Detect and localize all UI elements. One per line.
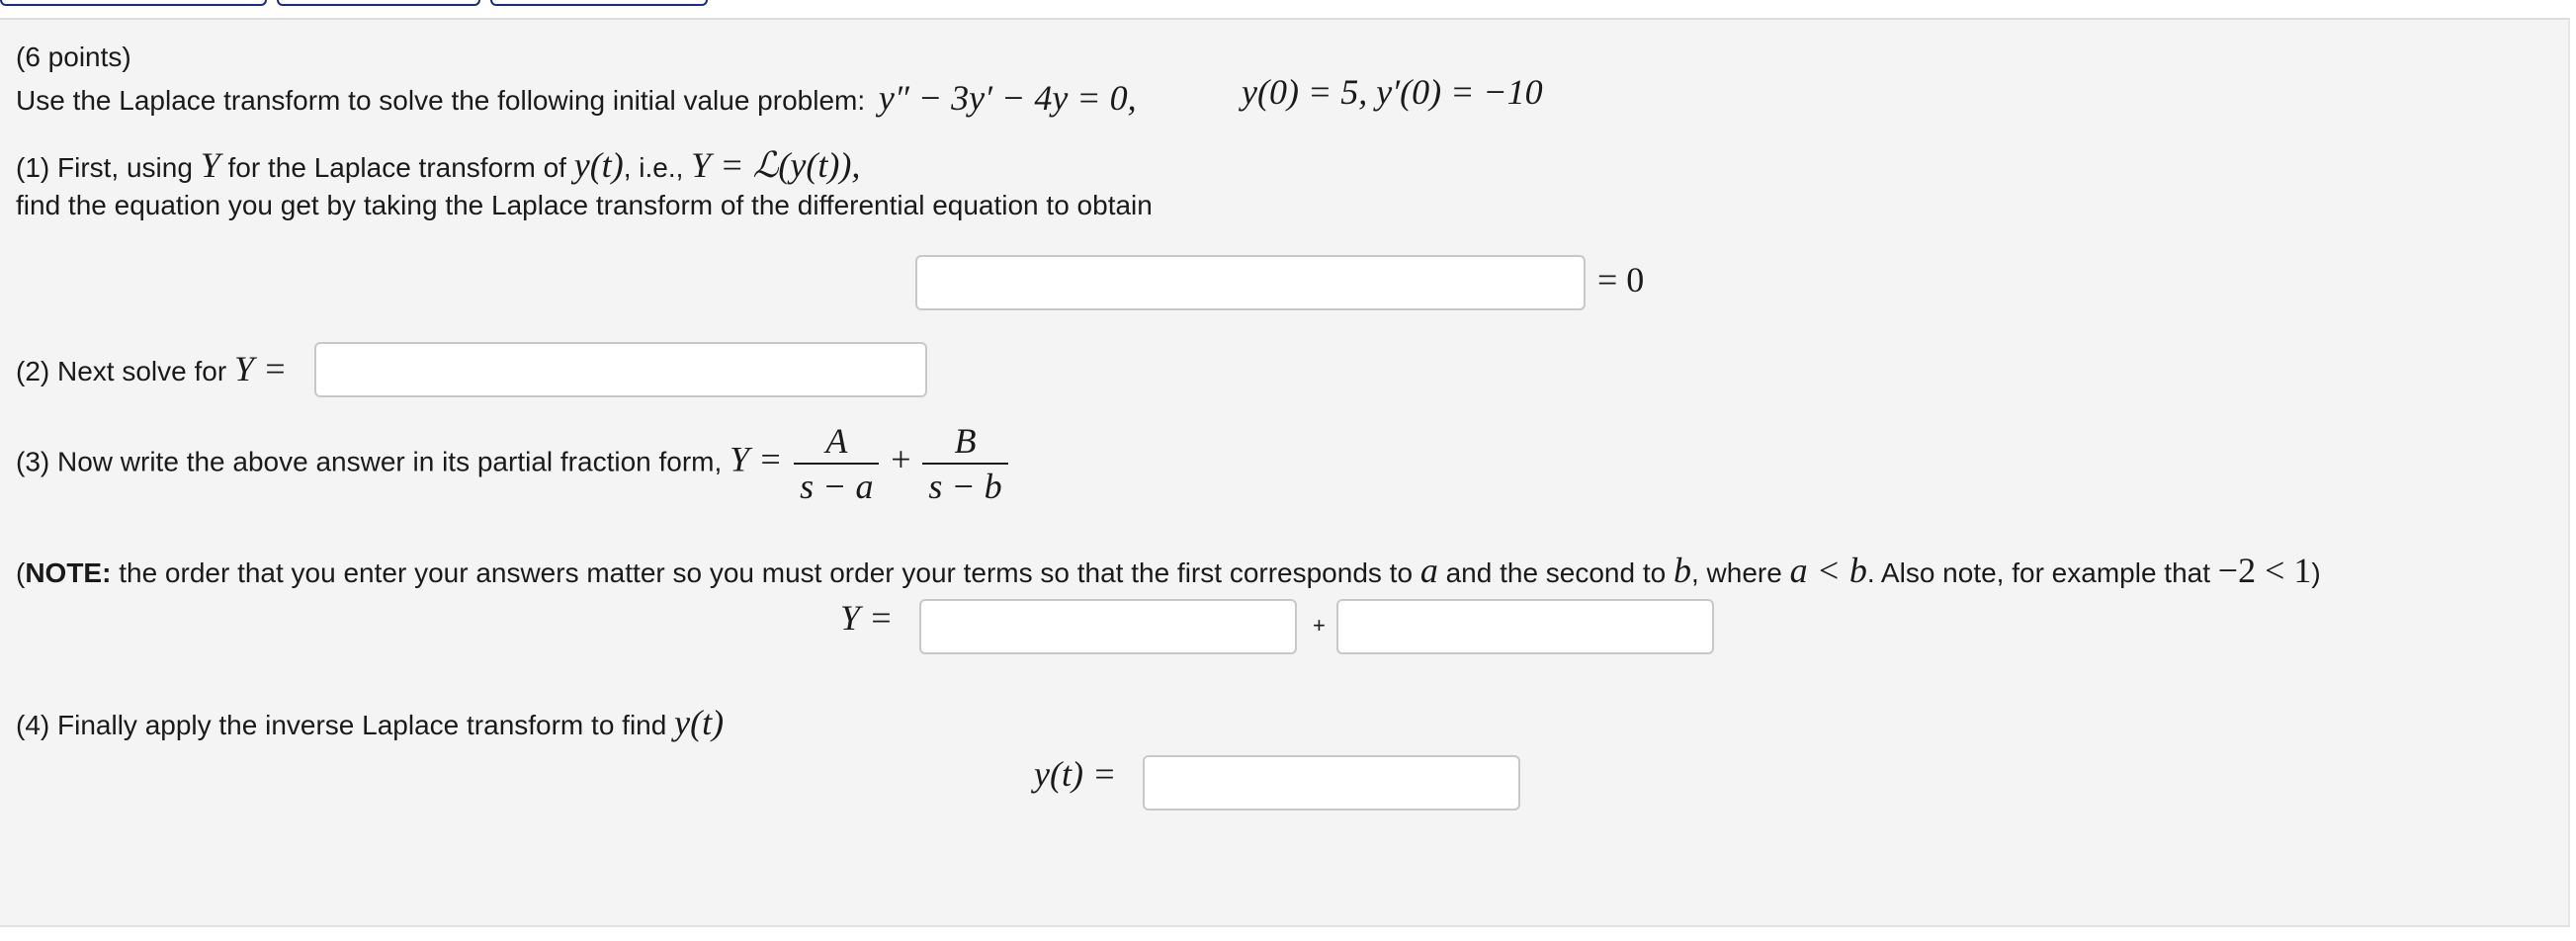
tab-1[interactable] bbox=[0, 0, 267, 6]
problem-panel bbox=[0, 18, 2570, 927]
fraction-a-denominator: s − a bbox=[800, 467, 874, 506]
partial-fraction-lhs: Y = bbox=[840, 598, 894, 638]
part1-label-c: , i.e., bbox=[623, 152, 684, 183]
note-text-c: , where bbox=[1691, 557, 1790, 588]
fraction-b-numerator: B bbox=[922, 419, 1007, 465]
part3-label: (3) Now write the above answer in its partial fraction form, bbox=[16, 446, 723, 477]
part1-line2: find the equation you get by taking the Laplace transform of the differential equation to obtain bbox=[16, 190, 1153, 220]
note-var-b: b bbox=[1674, 551, 1691, 590]
inverse-lhs: y(t) = bbox=[1034, 754, 1117, 794]
part3-line bbox=[16, 419, 1012, 508]
problem-statement bbox=[16, 77, 1137, 119]
part1-line1 bbox=[16, 144, 860, 186]
tab-2[interactable] bbox=[277, 0, 480, 6]
tab-3[interactable] bbox=[490, 0, 708, 6]
part2-line bbox=[16, 348, 287, 389]
note-bold: NOTE: bbox=[25, 557, 112, 588]
solve-for-y-input[interactable] bbox=[314, 342, 927, 397]
note-example: −2 < 1 bbox=[2217, 551, 2312, 590]
part1-label-b: for the Laplace transform of bbox=[227, 152, 566, 183]
fraction-plus: + bbox=[891, 439, 911, 479]
part2-label: (2) Next solve for bbox=[16, 356, 227, 386]
part1-rhs: = 0 bbox=[1597, 260, 1645, 299]
ode-equation: y″ − 3y′ − 4y = 0, bbox=[878, 78, 1137, 118]
part4-line bbox=[16, 702, 724, 743]
order-note bbox=[16, 550, 2321, 591]
part2-lhs: Y = bbox=[233, 349, 288, 388]
y-of-t-input[interactable] bbox=[1143, 755, 1520, 811]
part1-label-a: (1) First, using bbox=[16, 152, 193, 183]
partial-fraction-term-1-input[interactable] bbox=[919, 599, 1297, 654]
note-close-paren: ) bbox=[2311, 557, 2321, 588]
part4-var: y(t) bbox=[674, 703, 725, 742]
part4-label: (4) Finally apply the inverse Laplace transform to find bbox=[16, 710, 667, 740]
points-label: (6 points) bbox=[16, 42, 131, 72]
note-open-paren: ( bbox=[16, 557, 26, 588]
note-var-a: a bbox=[1419, 551, 1438, 590]
fraction-b-denominator: s − b bbox=[928, 467, 1002, 506]
part3-lhs: Y = bbox=[730, 439, 783, 479]
partial-fraction-plus: + bbox=[1313, 613, 1326, 638]
note-inequality: a < b bbox=[1789, 551, 1867, 590]
fraction-a bbox=[794, 419, 879, 508]
note-text-d: . Also note, for example that bbox=[1866, 557, 2218, 588]
initial-conditions: y(0) = 5, y′(0) = −10 bbox=[1242, 72, 1543, 112]
part1-y-of-t: y(t) bbox=[573, 145, 624, 185]
note-text-b: and the second to bbox=[1437, 557, 1674, 588]
problem-intro: Use the Laplace transform to solve the following initial value problem: bbox=[16, 85, 866, 116]
part1-var-y: Y bbox=[200, 145, 220, 185]
fraction-a-numerator: A bbox=[794, 419, 879, 465]
part1-definition: Y = ℒ(y(t)), bbox=[691, 145, 861, 185]
note-text-a: the order that you enter your answers matter so you must order your terms so that the first corresponds to bbox=[111, 557, 1420, 588]
laplace-equation-input[interactable] bbox=[915, 255, 1586, 310]
partial-fraction-term-2-input[interactable] bbox=[1336, 599, 1714, 654]
fraction-b bbox=[922, 419, 1007, 508]
